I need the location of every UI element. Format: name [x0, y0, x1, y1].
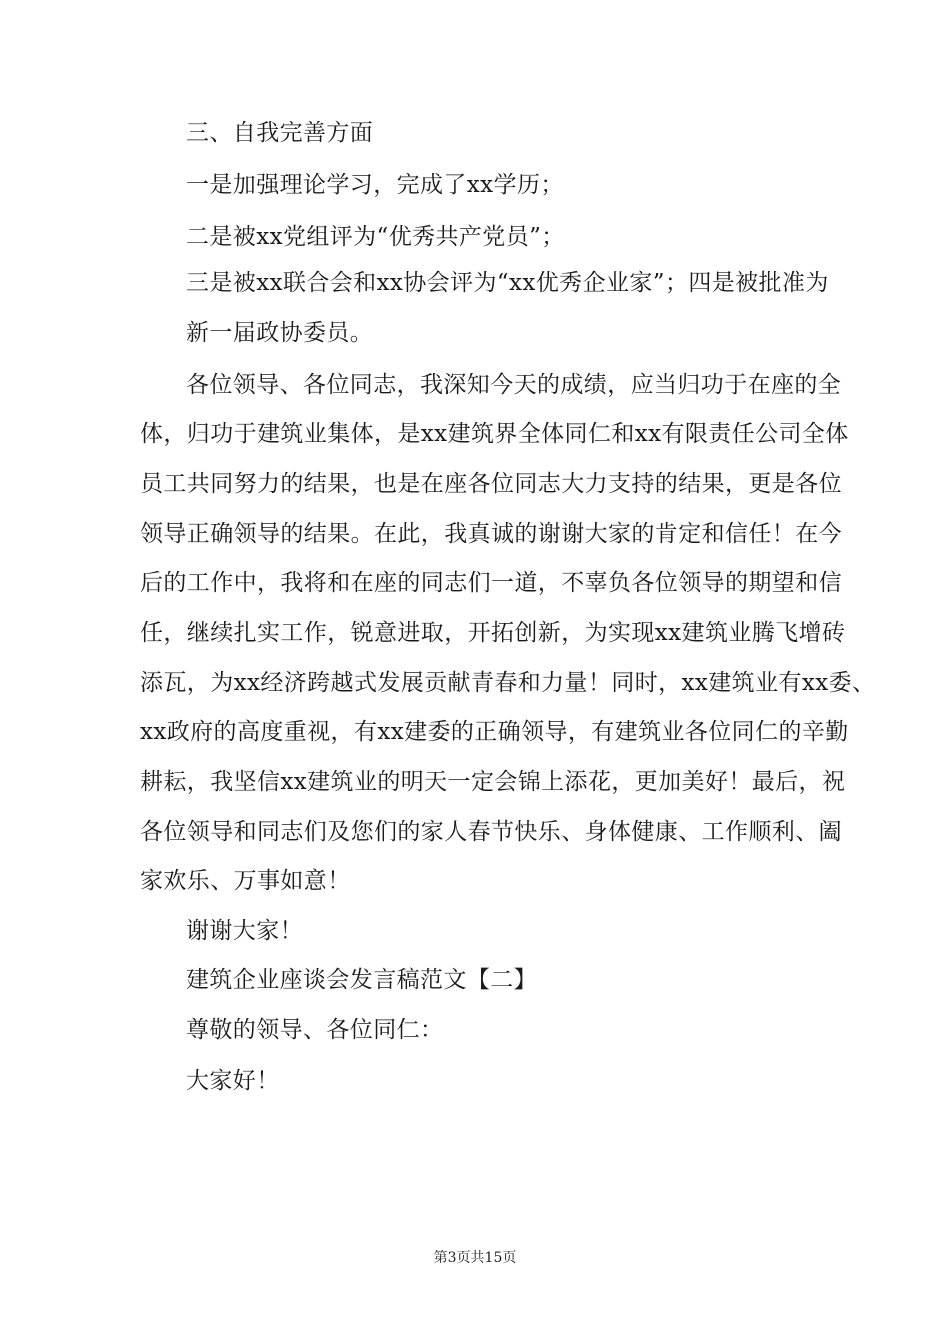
- paragraph-line: 新一届政协委员。: [186, 320, 374, 346]
- paragraph-line: xx政府的高度重视，有xx建委的正确领导，有建筑业各位同仁的辛勤: [140, 719, 849, 745]
- paragraph-line: 体，归功于建筑业集体，是xx建筑界全体同仁和xx有限责任公司全体: [140, 421, 849, 447]
- paragraph-line: 家欢乐、万事如意！: [140, 868, 351, 894]
- page-number: 第3页共15页: [433, 1250, 517, 1266]
- paragraph-line: 耕耘，我坚信xx建筑业的明天一定会锦上添花，更加美好！最后，祝: [140, 769, 846, 795]
- greeting: 大家好！: [186, 1068, 280, 1094]
- paragraph-line: 三是被xx联合会和xx协会评为“xx优秀企业家”；四是被批准为: [186, 270, 829, 296]
- paragraph-line: 任，继续扎实工作，锐意进取，开拓创新，为实现xx建筑业腾飞增砖: [140, 620, 846, 646]
- paragraph-line: 各位领导和同志们及您们的家人春节快乐、身体健康、工作顺利、阖: [140, 819, 842, 845]
- paragraph-line: 添瓦，为xx经济跨越式发展贡献青春和力量！同时，xx建筑业有xx委、: [140, 670, 876, 696]
- paragraph-line: 二是被xx党组评为“优秀共产党员”；: [186, 224, 565, 250]
- paragraph-line: 后的工作中，我将和在座的同志们一道，不辜负各位领导的期望和信: [140, 570, 842, 596]
- section-heading: 三、自我完善方面: [186, 120, 374, 146]
- paragraph-line: 员工共同努力的结果，也是在座各位同志大力支持的结果，更是各位: [140, 471, 842, 497]
- salutation: 尊敬的领导、各位同仁：: [186, 1017, 444, 1043]
- paragraph-line: 谢谢大家！: [186, 918, 303, 944]
- paragraph-line: 一是加强理论学习，完成了xx学历；: [186, 172, 564, 198]
- paragraph-line: 各位领导、各位同志，我深知今天的成绩，应当归功于在座的全: [186, 372, 842, 398]
- paragraph-line: 领导正确领导的结果。在此，我真诚的谢谢大家的肯定和信任！在今: [140, 521, 842, 547]
- subheading: 建筑企业座谈会发言稿范文【二】: [186, 967, 537, 993]
